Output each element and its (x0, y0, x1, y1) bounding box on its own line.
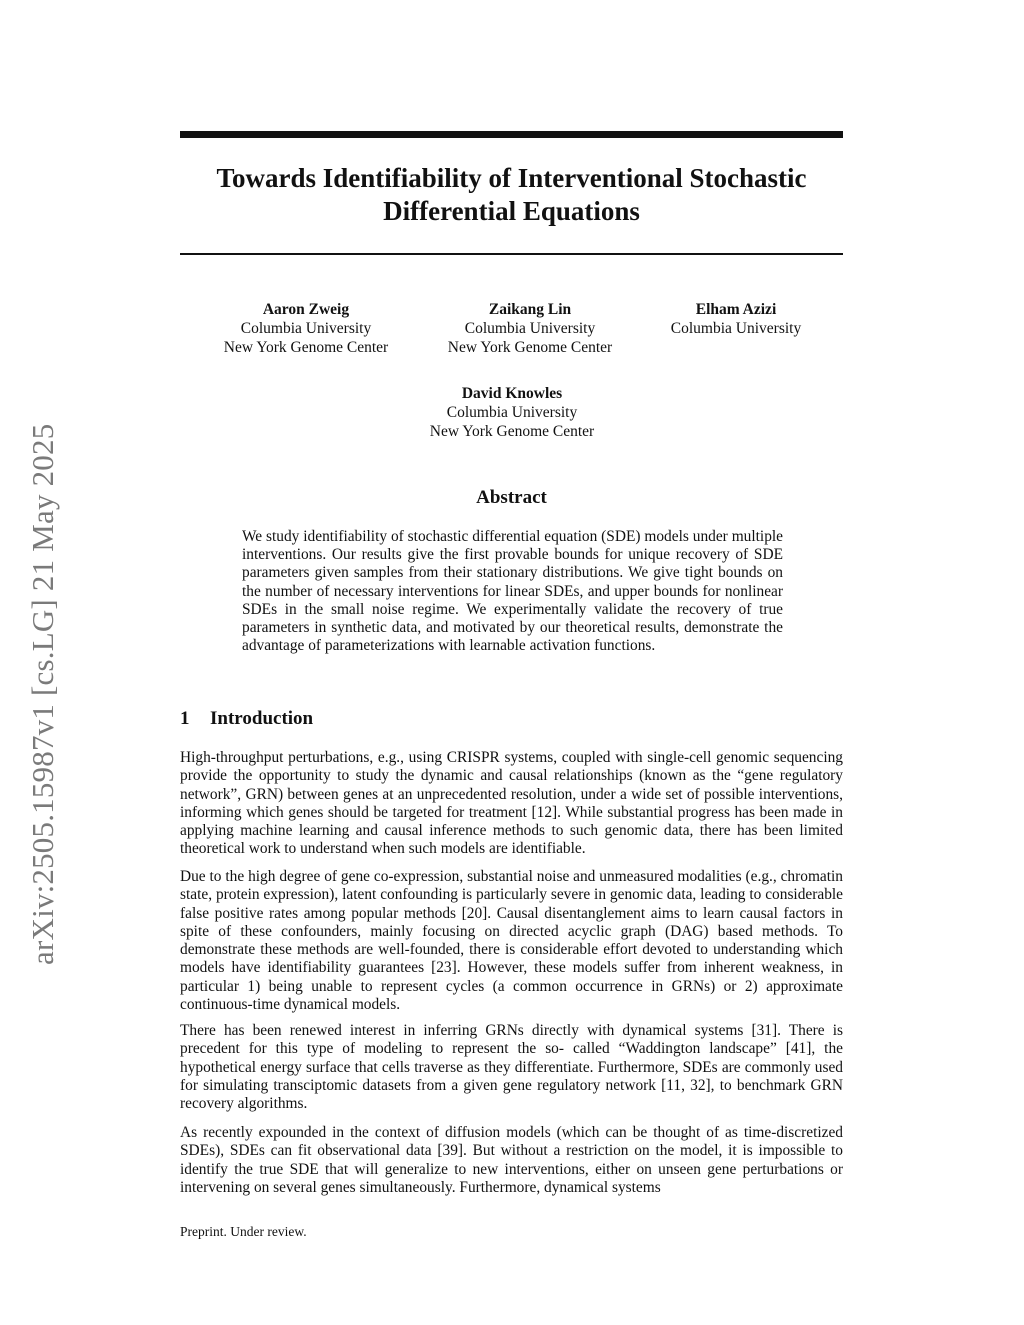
body-paragraph: As recently expounded in the context of diffusion models (which can be thought of as time-discretized SDEs), SDEs can fit observational data [39]. But without a restriction on the model, it is impossible to identify the true SDE that will generalize to new interventions, either on unseen gene perturbations or intervening on several genes simultaneously. Furthermore, dynamical systems (180, 1124, 843, 1196)
author-block (402, 384, 622, 441)
author-affiliation: New York Genome Center (429, 423, 595, 440)
author-name: David Knowles (461, 385, 563, 402)
author-affiliation: Columbia University (464, 320, 596, 337)
body-paragraph: There has been renewed interest in inferring GRNs directly with dynamical systems [31]. There is precedent for this type of modeling to represent the so- called “Waddington landscape” [41], the hypothetical energy surface that cells traverse as they differentiate. Furthermore, SDEs are commonly used for simulating transciptomic datasets from a given gene regulatory network [11, 32], to benchmark GRN recovery algorithms. (180, 1022, 843, 1113)
author-block (196, 300, 416, 357)
section-number: 1 (180, 708, 190, 729)
author-name: Aaron Zweig (262, 301, 350, 318)
author-affiliation: New York Genome Center (447, 339, 613, 356)
abstract-heading: Abstract (476, 487, 547, 508)
body-paragraph: Due to the high degree of gene co-expression, substantial noise and unmeasured modalities (e.g., chromatin state, protein expression), latent confounding is particularly severe in genomic data, leading to considerable false positive rates among popular methods [20]. Causal disentanglement aims to learn causal factors in spite of these confounders, mainly focusing on directed acyclic graph (DAG) based methods. To demonstrate these methods are well-founded, there is considerable effort devoted to understanding which models have identifiability guarantees [23]. However, these models suffer from inherent weakness, in particular 1) being unable to represent cycles (a common occurrence in GRNs) or 2) approximate continuous-time dynamical models. (180, 868, 843, 1014)
author-affiliation: Columbia University (446, 404, 578, 421)
section-title: Introduction (210, 708, 314, 729)
author-name: Elham Azizi (695, 301, 777, 318)
section-heading (180, 708, 313, 730)
abstract-text: We study identifiability of stochastic differential equation (SDE) models under multiple interventions. Our results give the first provable bounds for unique recovery of SDE parameters given samples from their stationary distributions. We give tight bounds on the number of necessary interventions for linear SDEs, and upper bounds for nonlinear SDEs in the small noise regime. We experimentally validate the recovery of true parameters in synthetic data, and motivated by our theoretical results, demonstrate the advantage of parameterizations with learnable activation functions. (242, 528, 783, 655)
footer-note: Preprint. Under review. (180, 1224, 307, 1239)
author-name: Zaikang Lin (488, 301, 572, 318)
author-affiliation: Columbia University (670, 320, 802, 337)
author-block (646, 300, 826, 338)
paper-title: Towards Identifiability of Interventional Stochastic Differential Equations (216, 163, 807, 226)
arxiv-stamp: arXiv:2505.15987v1 [cs.LG] 21 May 2025 (25, 423, 60, 965)
title-bottom-rule (180, 253, 843, 255)
author-affiliation: Columbia University (240, 320, 372, 337)
title-top-rule (180, 131, 843, 138)
author-block (420, 300, 640, 357)
author-affiliation: New York Genome Center (223, 339, 389, 356)
body-paragraph: High-throughput perturbations, e.g., using CRISPR systems, coupled with single-cell genomic sequencing provide the opportunity to study the dynamic and causal relationships (known as the “gene regulatory network”, GRN) between genes at an unprecedented resolution, under a wide set of possible interventions, informing which genes should be targeted for treatment [12]. While substantial progress has been made in applying machine learning and causal inference methods to such genomic data, there has been limited theoretical work to understand when such models are identifiable. (180, 749, 843, 858)
